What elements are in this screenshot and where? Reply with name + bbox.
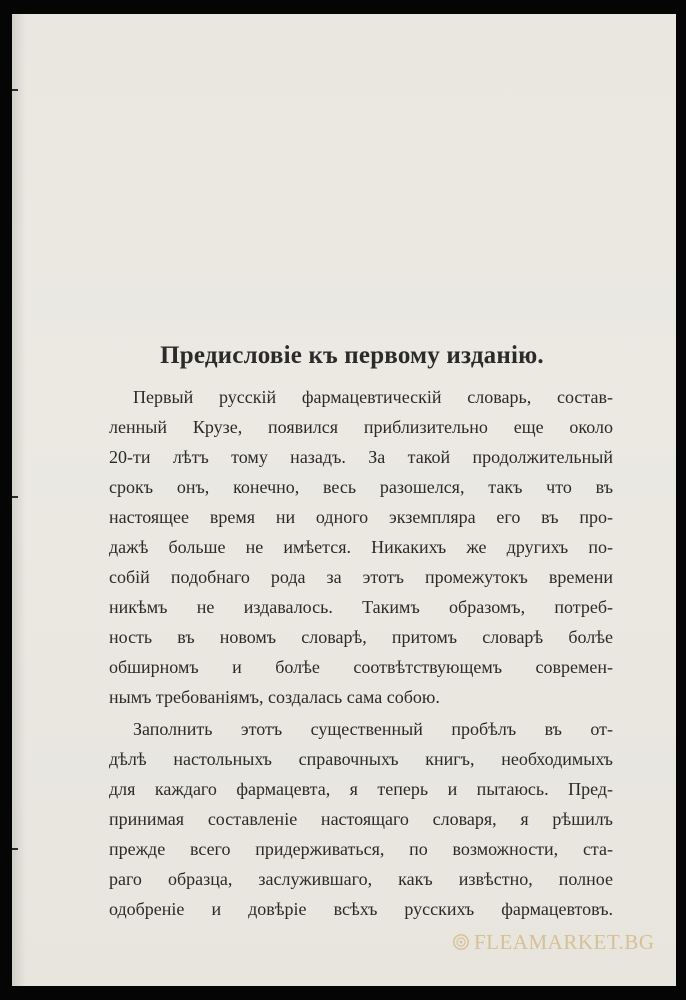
binding-stitch-mark (12, 848, 18, 850)
text-line: срокъ онъ, конечно, весь разошелся, такъ что въ (109, 477, 613, 497)
watermark (452, 930, 655, 954)
text-line: одобреніе и довѣріе всѣхъ русскихъ фармацевтовъ. (109, 899, 613, 919)
preface-title: Предисловіе къ первому изданію. (160, 342, 544, 369)
binding-stitch-mark (12, 89, 18, 91)
text-line: дѣлѣ настольныхъ справочныхъ книгъ, необходимыхъ (109, 749, 613, 769)
text-line: для каждаго фармацевта, я теперь и пытаюсь. Пред- (109, 779, 613, 799)
coin-logo-icon (452, 933, 470, 951)
text-line: ленный Крузе, появился приблизительно еще около (109, 417, 613, 437)
text-line: ность въ новомъ словарѣ, притомъ словарѣ болѣе (109, 627, 613, 647)
text-line: обширномъ и болѣе соотвѣтствующемъ современ- (109, 657, 613, 677)
text-line: собій подобнаго рода за этотъ промежутокъ времени (109, 567, 613, 587)
text-line: Заполнить этотъ существенный пробѣлъ въ от- (133, 719, 613, 739)
text-line: нымъ требованіямъ, создалась сама собою. (109, 687, 440, 707)
text-line: прежде всего придерживаться, по возможности, ста- (109, 839, 613, 859)
binding-stitch-mark (12, 496, 18, 498)
text-line: принимая составленіе настоящаго словаря, я рѣшилъ (109, 809, 613, 829)
text-line: 20-ти лѣтъ тому назадъ. За такой продолжительный (109, 447, 613, 467)
book-page (12, 14, 676, 986)
text-line: настоящее время ни одного экземпляра его въ про- (109, 507, 613, 527)
text-line: дажѣ больше не имѣется. Никакихъ же другихъ по- (109, 537, 613, 557)
text-line: никѣмъ не издавалось. Такимъ образомъ, потреб- (109, 597, 613, 617)
text-line: раго образца, заслужившаго, какъ извѣстно, полное (109, 869, 613, 889)
watermark-text: FLEAMARKET.BG (474, 929, 655, 954)
text-line: Первый русскій фармацевтическій словарь, состав- (133, 387, 613, 407)
